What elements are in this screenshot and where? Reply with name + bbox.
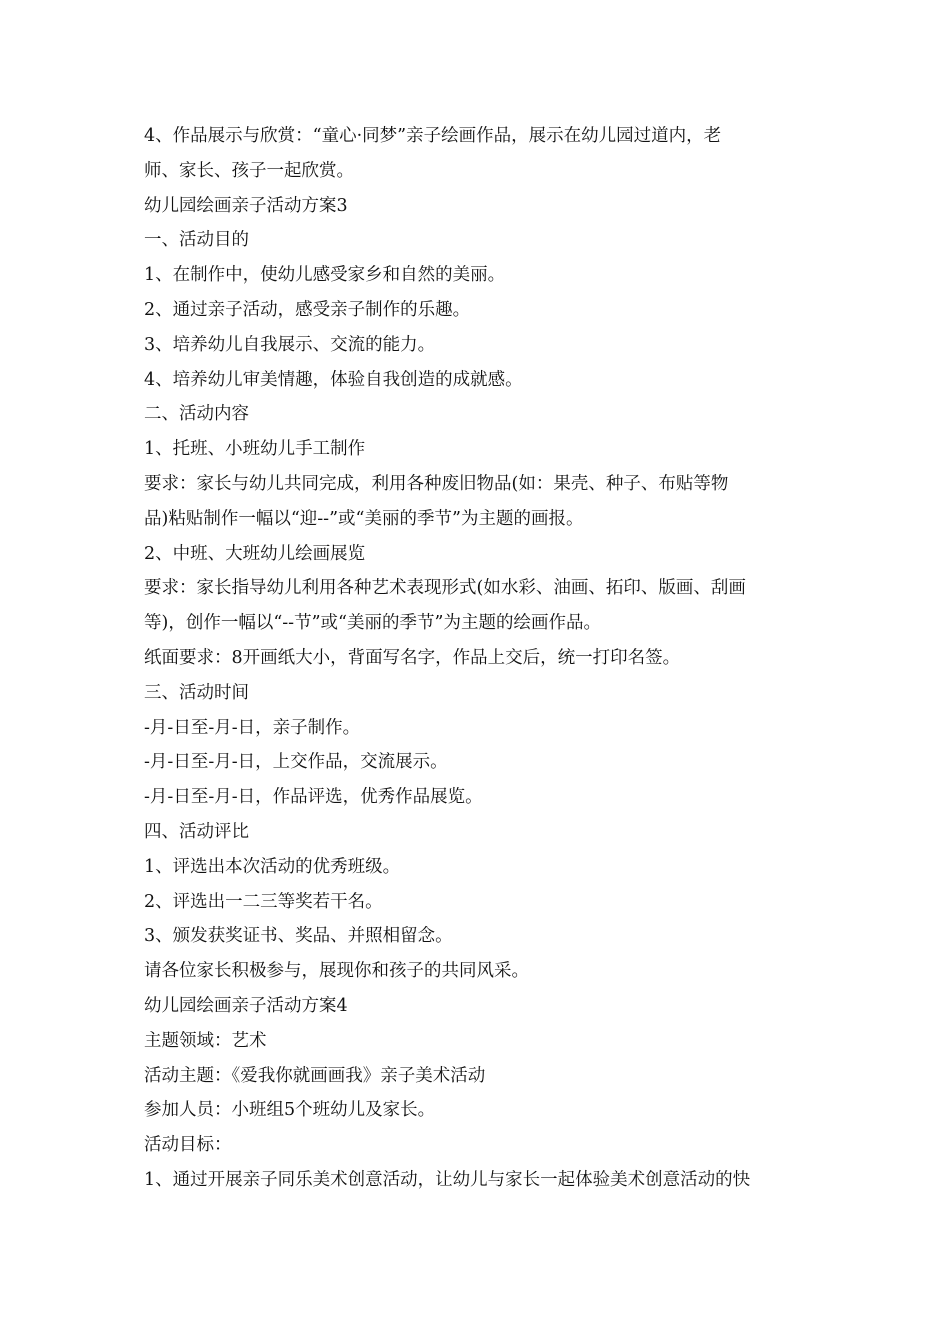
text-line: 品)粘贴制作一幅以“迎--”或“美丽的季节”为主题的画报。 [144,508,584,529]
text-line: 1、评选出本次活动的优秀班级。 [144,856,401,877]
text-line: 活动主题：《爱我你就画画我》亲子美术活动 [144,1065,486,1086]
text-line: 2、通过亲子活动，感受亲子制作的乐趣。 [144,299,471,320]
text-line: 4、作品展示与欣赏：“童心·同梦”亲子绘画作品，展示在幼儿园过道内，老 [144,126,722,146]
text-line: 参加人员：小班组5个班幼儿及家长。 [144,1100,436,1121]
subheading: 三、活动时间 [144,682,249,703]
text-line: 1、通过开展亲子同乐美术创意活动，让幼儿与家长一起体验美术创意活动的快 [144,1169,751,1190]
text-line: 主题领域：艺术 [144,1030,267,1051]
text-line: -月-日至-月-日，作品评选，优秀作品展览。 [144,787,483,808]
document-body [144,119,810,1198]
subheading: 一、活动目的 [144,230,249,251]
text-line: 纸面要求：8开画纸大小，背面写名字，作品上交后，统一打印名签。 [144,647,681,668]
text-line: 等)，创作一幅以“--节”或“美丽的季节”为主题的绘画作品。 [144,613,601,634]
section-heading: 幼儿园绘画亲子活动方案4 [144,995,348,1016]
text-line: 2、中班、大班幼儿绘画展览 [144,543,366,564]
text-line: 请各位家长积极参与，展现你和孩子的共同风采。 [144,961,529,982]
text-line: 要求：家长指导幼儿利用各种艺术表现形式(如水彩、油画、拓印、版画、刮画 [144,578,746,599]
text-line: -月-日至-月-日，上交作品，交流展示。 [144,752,448,773]
text-line: 3、培养幼儿自我展示、交流的能力。 [144,334,436,355]
subheading: 二、活动内容 [144,404,249,425]
subheading: 四、活动评比 [144,821,249,842]
text-line: 1、在制作中，使幼儿感受家乡和自然的美丽。 [144,265,506,286]
text-line: 1、托班、小班幼儿手工制作 [144,439,366,460]
text-line: 要求：家长与幼儿共同完成，利用各种废旧物品(如：果壳、种子、布贴等物 [144,473,729,494]
text-line: -月-日至-月-日，亲子制作。 [144,717,361,738]
text-line: 2、评选出一二三等奖若干名。 [144,891,383,912]
text-line: 4、培养幼儿审美情趣，体验自我创造的成就感。 [144,369,523,390]
section-heading: 幼儿园绘画亲子活动方案3 [144,195,348,216]
text-line: 3、颁发获奖证书、奖品、并照相留念。 [144,926,453,947]
text-line: 活动目标： [144,1135,232,1156]
text-line: 师、家长、孩子一起欣赏。 [144,160,354,181]
